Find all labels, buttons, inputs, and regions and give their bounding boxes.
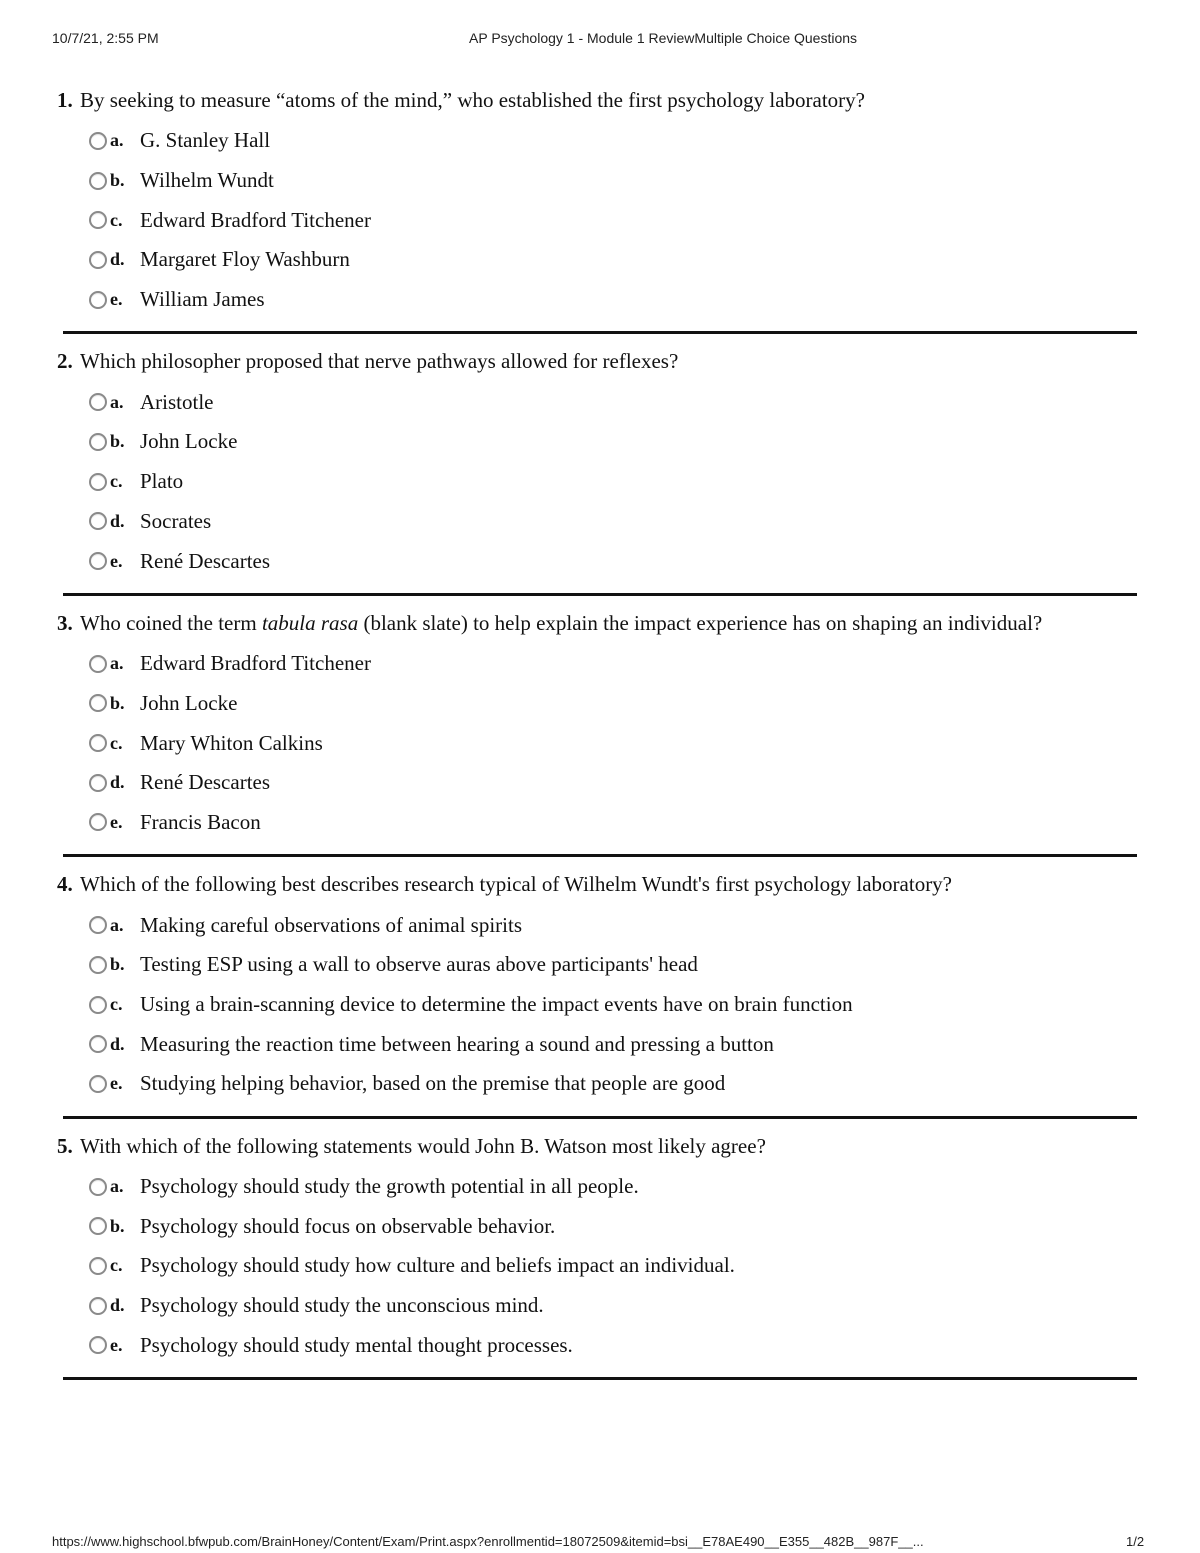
option-b[interactable] xyxy=(63,161,1137,201)
radio-button[interactable] xyxy=(89,774,107,792)
option-d[interactable] xyxy=(63,502,1137,542)
option-letter: b. xyxy=(110,170,125,191)
option-text: René Descartes xyxy=(140,548,271,573)
question-3 xyxy=(57,608,1137,857)
print-header xyxy=(0,30,1200,50)
option-letter: b. xyxy=(110,1215,125,1236)
radio-button[interactable] xyxy=(89,251,107,269)
option-e[interactable] xyxy=(63,1064,1137,1104)
question-text: Which of the following best describes research typical of Wilhelm Wundt's first psychology laboratory? xyxy=(80,872,953,897)
answer-options xyxy=(63,644,1137,842)
option-b[interactable] xyxy=(63,684,1137,724)
option-letter: a. xyxy=(110,1176,124,1197)
option-letter: c. xyxy=(110,994,123,1015)
question-text: By seeking to measure “atoms of the mind,” who established the first psychology laboratory? xyxy=(80,88,865,112)
question-5 xyxy=(57,1131,1137,1380)
question-number: 3. xyxy=(57,610,73,635)
radio-button[interactable] xyxy=(89,512,107,530)
option-c[interactable] xyxy=(63,985,1137,1025)
option-letter: e. xyxy=(110,811,123,832)
question-text-start: Who coined the term xyxy=(80,610,262,635)
option-text: G. Stanley Hall xyxy=(140,128,271,153)
radio-button[interactable] xyxy=(89,433,107,451)
answer-options xyxy=(63,905,1137,1103)
radio-button[interactable] xyxy=(89,552,107,570)
option-letter: c. xyxy=(110,1255,123,1276)
answer-options xyxy=(63,382,1137,580)
question-text-italic-term: tabula rasa xyxy=(261,610,359,635)
radio-button[interactable] xyxy=(89,734,107,752)
question-list xyxy=(0,85,1200,1392)
option-e[interactable] xyxy=(63,1326,1137,1366)
question-number: 1. xyxy=(57,88,73,112)
option-a[interactable] xyxy=(63,644,1137,684)
question-4 xyxy=(57,869,1137,1118)
question-text: With which of the following statements would John B. Watson most likely agree? xyxy=(80,1133,766,1158)
question-text-end: (blank slate) to help explain the impact experience has on shaping an individual? xyxy=(358,610,1043,635)
option-text: Studying helping behavior, based on the premise that people are good xyxy=(140,1071,726,1096)
option-text: Mary Whiton Calkins xyxy=(140,730,323,755)
question-2 xyxy=(57,346,1137,595)
option-b[interactable] xyxy=(63,945,1137,985)
option-e[interactable] xyxy=(63,280,1137,320)
print-datetime: 10/7/21, 2:55 PM xyxy=(52,30,159,46)
option-text: Edward Bradford Titchener xyxy=(140,651,371,676)
option-letter: a. xyxy=(110,914,124,935)
radio-button[interactable] xyxy=(89,813,107,831)
option-letter: b. xyxy=(110,431,125,452)
option-e[interactable] xyxy=(63,803,1137,843)
option-c[interactable] xyxy=(63,200,1137,240)
option-text: Psychology should study the growth potential in all people. xyxy=(140,1174,639,1199)
question-1 xyxy=(57,85,1137,334)
option-d[interactable] xyxy=(63,1286,1137,1326)
option-letter: b. xyxy=(110,954,125,975)
question-number: 2. xyxy=(57,349,73,374)
question-number: 4. xyxy=(57,872,73,897)
option-a[interactable] xyxy=(63,905,1137,945)
option-text: Psychology should study mental thought processes. xyxy=(140,1332,573,1357)
option-letter: d. xyxy=(110,1295,125,1316)
option-c[interactable] xyxy=(63,723,1137,763)
radio-button[interactable] xyxy=(89,473,107,491)
option-text: Psychology should study how culture and beliefs impact an individual. xyxy=(140,1253,735,1278)
option-text: Psychology should study the unconscious mind. xyxy=(140,1293,544,1318)
option-text: Edward Bradford Titchener xyxy=(140,207,371,232)
option-letter: a. xyxy=(110,130,124,151)
option-text: William James xyxy=(140,287,265,312)
option-a[interactable] xyxy=(63,382,1137,422)
option-letter: c. xyxy=(110,209,123,230)
option-text: John Locke xyxy=(140,429,238,454)
option-letter: a. xyxy=(110,653,124,674)
radio-button[interactable] xyxy=(89,132,107,150)
page-number: 1/2 xyxy=(1126,1534,1145,1549)
option-b[interactable] xyxy=(63,422,1137,462)
radio-button[interactable] xyxy=(89,1257,107,1275)
option-a[interactable] xyxy=(63,121,1137,161)
radio-button[interactable] xyxy=(89,211,107,229)
option-letter: e. xyxy=(110,1073,123,1094)
option-text: Psychology should focus on observable behavior. xyxy=(140,1213,556,1238)
radio-button[interactable] xyxy=(89,956,107,974)
option-d[interactable] xyxy=(63,240,1137,280)
option-letter: e. xyxy=(110,289,123,310)
option-c[interactable] xyxy=(63,1246,1137,1286)
option-letter: e. xyxy=(110,550,123,571)
option-letter: d. xyxy=(110,510,125,531)
radio-button[interactable] xyxy=(89,1075,107,1093)
answer-options xyxy=(63,1167,1137,1365)
radio-button[interactable] xyxy=(89,916,107,934)
option-text: Margaret Floy Washburn xyxy=(140,247,350,272)
radio-button[interactable] xyxy=(89,1178,107,1196)
option-text: John Locke xyxy=(140,690,238,715)
radio-button[interactable] xyxy=(89,172,107,190)
option-text: Wilhelm Wundt xyxy=(140,168,274,193)
radio-button[interactable] xyxy=(89,996,107,1014)
option-text: Plato xyxy=(140,469,184,494)
option-letter: d. xyxy=(110,249,125,270)
option-text: Measuring the reaction time between hearing a sound and pressing a button xyxy=(140,1031,774,1056)
page-url: https://www.highschool.bfwpub.com/BrainHoney/Content/Exam/Print.aspx?enrollmentid=18072509&itemid=bsi__E78AE490__E355__482B__987F__... xyxy=(52,1534,924,1549)
option-text: Using a brain-scanning device to determine the impact events have on brain function xyxy=(140,992,853,1017)
answer-options xyxy=(63,121,1137,319)
option-letter: e. xyxy=(110,1334,123,1355)
radio-button[interactable] xyxy=(89,1297,107,1315)
question-number: 5. xyxy=(57,1133,73,1158)
option-a[interactable] xyxy=(63,1167,1137,1207)
option-letter: d. xyxy=(110,1033,125,1054)
radio-button[interactable] xyxy=(89,1336,107,1354)
option-d[interactable] xyxy=(63,763,1137,803)
option-text: Aristotle xyxy=(140,389,214,414)
option-text: René Descartes xyxy=(140,770,271,795)
option-text: Making careful observations of animal spirits xyxy=(140,912,522,937)
option-e[interactable] xyxy=(63,541,1137,581)
option-b[interactable] xyxy=(63,1206,1137,1246)
radio-button[interactable] xyxy=(89,393,107,411)
option-letter: a. xyxy=(110,391,124,412)
option-letter: d. xyxy=(110,772,125,793)
document-title: AP Psychology 1 - Module 1 ReviewMultiple Choice Questions xyxy=(469,30,858,46)
print-footer xyxy=(0,1534,1200,1552)
radio-button[interactable] xyxy=(89,655,107,673)
option-text: Socrates xyxy=(140,508,212,533)
option-c[interactable] xyxy=(63,462,1137,502)
radio-button[interactable] xyxy=(89,291,107,309)
option-d[interactable] xyxy=(63,1024,1137,1064)
option-text: Testing ESP using a wall to observe auras above participants' head xyxy=(140,952,698,977)
option-text: Francis Bacon xyxy=(140,809,261,834)
option-letter: c. xyxy=(110,732,123,753)
question-text xyxy=(80,610,1137,636)
radio-button[interactable] xyxy=(89,1035,107,1053)
question-text: Which philosopher proposed that nerve pathways allowed for reflexes? xyxy=(80,349,679,374)
radio-button[interactable] xyxy=(89,1217,107,1235)
radio-button[interactable] xyxy=(89,694,107,712)
option-letter: b. xyxy=(110,692,125,713)
option-letter: c. xyxy=(110,471,123,492)
